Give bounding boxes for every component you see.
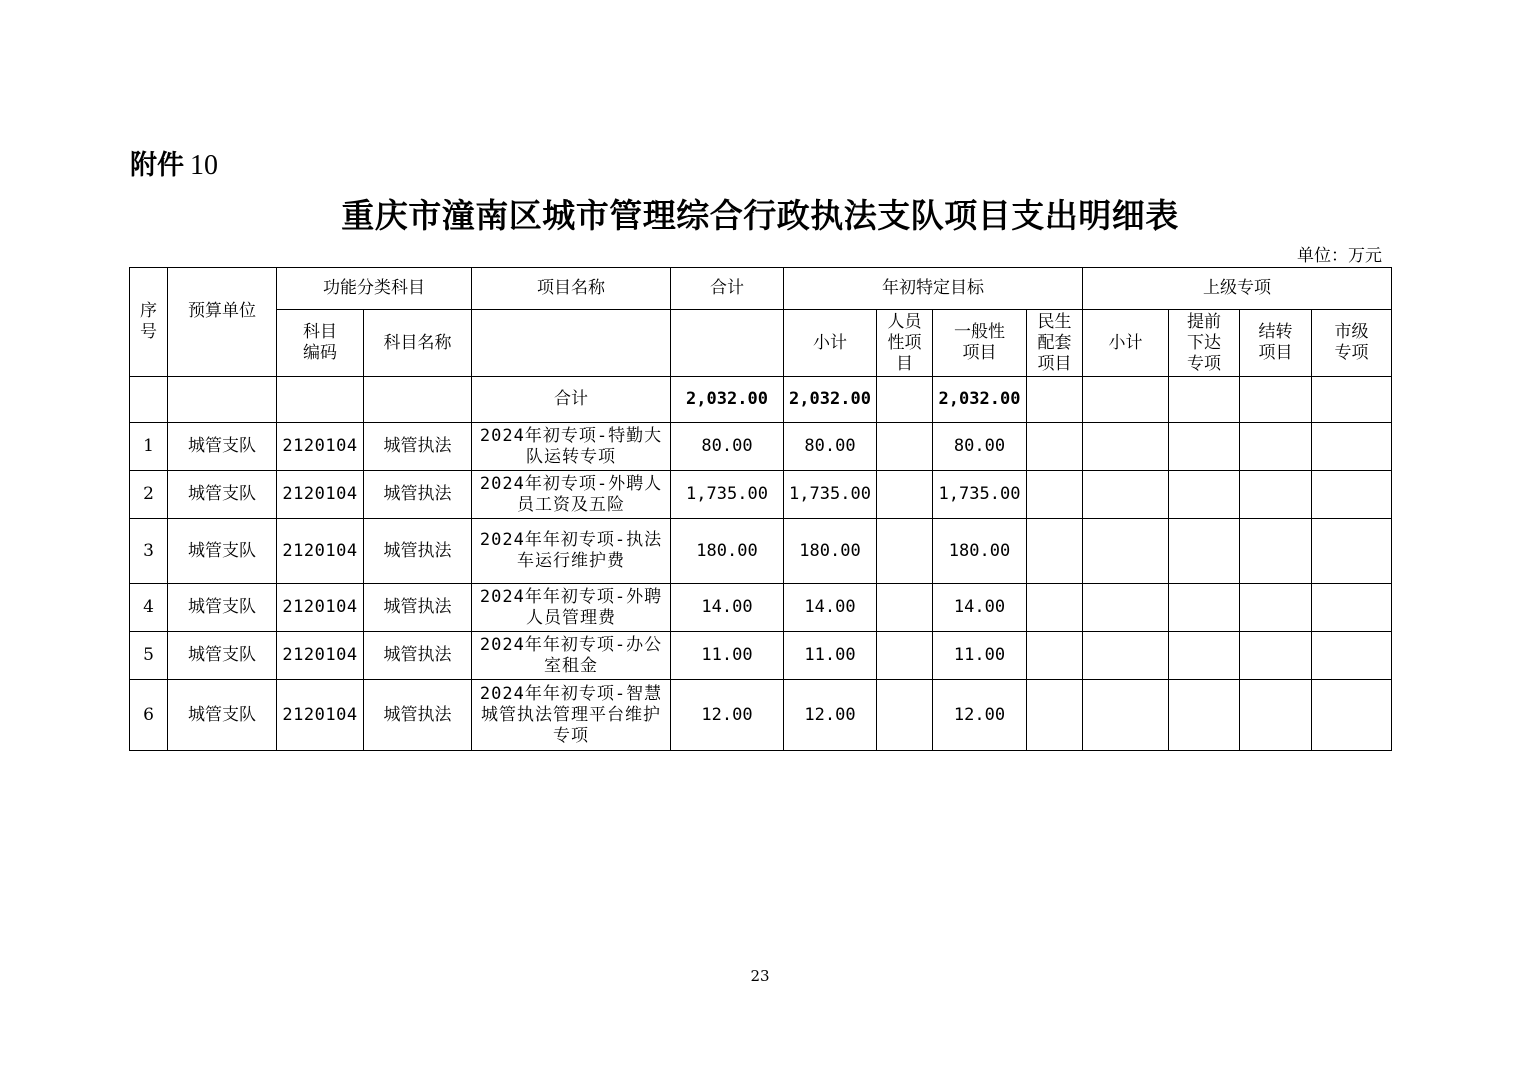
row-general: 80.00: [933, 423, 1027, 471]
row-total: 1,735.00: [671, 471, 784, 519]
header-subject-name: 科目名称: [364, 310, 472, 377]
total-general: 2,032.00: [933, 377, 1027, 423]
table-row: [130, 632, 1392, 680]
row-municipal: [1312, 584, 1392, 632]
row-subject-name: 城管执法: [364, 471, 472, 519]
row-advance: [1169, 471, 1240, 519]
header-annual-subtotal: 小计: [784, 310, 877, 377]
total-municipal-cell: [1312, 377, 1392, 423]
total-superior-subtotal-cell: [1083, 377, 1169, 423]
header-total: 合计: [671, 268, 784, 310]
header-municipal: 市级专项: [1312, 310, 1392, 377]
row-advance: [1169, 423, 1240, 471]
row-budget-unit: 城管支队: [168, 632, 277, 680]
row-superior-subtotal: [1083, 471, 1169, 519]
row-seq: 3: [130, 519, 168, 584]
row-annual-subtotal: 1,735.00: [784, 471, 877, 519]
total-subtotal: 2,032.00: [784, 377, 877, 423]
header-budget-unit: 预算单位: [168, 268, 277, 377]
total-carryover-cell: [1240, 377, 1312, 423]
row-budget-unit: 城管支队: [168, 423, 277, 471]
row-annual-subtotal: 11.00: [784, 632, 877, 680]
row-subject-name: 城管执法: [364, 632, 472, 680]
total-seq-cell: [130, 377, 168, 423]
row-project-name: 2024年年初专项-办公室租金: [472, 632, 671, 680]
header-general: 一般性项目: [933, 310, 1027, 377]
row-carryover: [1240, 471, 1312, 519]
total-label: 合计: [472, 377, 671, 423]
row-municipal: [1312, 423, 1392, 471]
row-annual-subtotal: 180.00: [784, 519, 877, 584]
row-general: 12.00: [933, 680, 1027, 751]
row-general: 11.00: [933, 632, 1027, 680]
row-livelihood: [1027, 423, 1083, 471]
header-personnel: 人员性项目: [877, 310, 933, 377]
row-subject-code: 2120104: [277, 680, 364, 751]
row-budget-unit: 城管支队: [168, 519, 277, 584]
row-carryover: [1240, 519, 1312, 584]
header-project-blank: [472, 310, 671, 377]
row-budget-unit: 城管支队: [168, 471, 277, 519]
attachment-text: 附件: [130, 150, 184, 181]
row-municipal: [1312, 680, 1392, 751]
row-municipal: [1312, 519, 1392, 584]
row-general: 1,735.00: [933, 471, 1027, 519]
header-subject-code: 科目编码: [277, 310, 364, 377]
row-subject-name: 城管执法: [364, 584, 472, 632]
total-livelihood-cell: [1027, 377, 1083, 423]
project-expenditure-table: [129, 267, 1392, 751]
row-personnel: [877, 584, 933, 632]
row-annual-subtotal: 14.00: [784, 584, 877, 632]
row-advance: [1169, 519, 1240, 584]
row-total: 12.00: [671, 680, 784, 751]
total-advance-cell: [1169, 377, 1240, 423]
row-seq: 2: [130, 471, 168, 519]
unit-label: 单位：万元: [1297, 246, 1382, 266]
row-livelihood: [1027, 471, 1083, 519]
row-subject-code: 2120104: [277, 471, 364, 519]
row-total: 14.00: [671, 584, 784, 632]
row-livelihood: [1027, 584, 1083, 632]
header-function-category: 功能分类科目: [277, 268, 472, 310]
row-project-name: 2024年初专项-外聘人员工资及五险: [472, 471, 671, 519]
table-row: [130, 471, 1392, 519]
row-budget-unit: 城管支队: [168, 584, 277, 632]
row-total: 11.00: [671, 632, 784, 680]
row-personnel: [877, 519, 933, 584]
row-personnel: [877, 632, 933, 680]
row-personnel: [877, 423, 933, 471]
document-title: 重庆市潼南区城市管理综合行政执法支队项目支出明细表: [341, 196, 1179, 235]
row-superior-subtotal: [1083, 423, 1169, 471]
table-row: [130, 519, 1392, 584]
total-personnel-cell: [877, 377, 933, 423]
page-number: 23: [750, 967, 770, 985]
row-personnel: [877, 680, 933, 751]
row-budget-unit: 城管支队: [168, 680, 277, 751]
row-carryover: [1240, 680, 1312, 751]
row-project-name: 2024年初专项-特勤大队运转专项: [472, 423, 671, 471]
total-amount: 2,032.00: [671, 377, 784, 423]
row-subject-name: 城管执法: [364, 423, 472, 471]
row-advance: [1169, 584, 1240, 632]
row-livelihood: [1027, 519, 1083, 584]
row-seq: 6: [130, 680, 168, 751]
row-subject-name: 城管执法: [364, 519, 472, 584]
row-subject-code: 2120104: [277, 632, 364, 680]
row-annual-subtotal: 12.00: [784, 680, 877, 751]
header-seq: 序号: [130, 268, 168, 377]
header-row-2: [130, 310, 1392, 377]
row-general: 14.00: [933, 584, 1027, 632]
row-seq: 1: [130, 423, 168, 471]
header-carryover: 结转项目: [1240, 310, 1312, 377]
total-unit-cell: [168, 377, 277, 423]
header-project-name: 项目名称: [472, 268, 671, 310]
attachment-label: [130, 143, 218, 182]
row-carryover: [1240, 632, 1312, 680]
header-superior: 上级专项: [1083, 268, 1392, 310]
row-project-name: 2024年年初专项-外聘人员管理费: [472, 584, 671, 632]
row-general: 180.00: [933, 519, 1027, 584]
row-superior-subtotal: [1083, 519, 1169, 584]
header-total-blank: [671, 310, 784, 377]
total-code-cell: [277, 377, 364, 423]
header-advance: 提前下达专项: [1169, 310, 1240, 377]
row-livelihood: [1027, 632, 1083, 680]
row-superior-subtotal: [1083, 632, 1169, 680]
row-personnel: [877, 471, 933, 519]
attachment-number: 10: [190, 150, 218, 181]
table-row: [130, 584, 1392, 632]
table-row: [130, 423, 1392, 471]
row-livelihood: [1027, 680, 1083, 751]
row-total: 180.00: [671, 519, 784, 584]
row-municipal: [1312, 632, 1392, 680]
row-carryover: [1240, 423, 1312, 471]
total-row: [130, 377, 1392, 423]
row-seq: 4: [130, 584, 168, 632]
table-row: [130, 680, 1392, 751]
row-subject-code: 2120104: [277, 584, 364, 632]
row-subject-name: 城管执法: [364, 680, 472, 751]
row-municipal: [1312, 471, 1392, 519]
row-project-name: 2024年年初专项-智慧城管执法管理平台维护专项: [472, 680, 671, 751]
row-superior-subtotal: [1083, 680, 1169, 751]
header-livelihood: 民生配套项目: [1027, 310, 1083, 377]
row-subject-code: 2120104: [277, 423, 364, 471]
row-advance: [1169, 632, 1240, 680]
row-annual-subtotal: 80.00: [784, 423, 877, 471]
row-subject-code: 2120104: [277, 519, 364, 584]
row-carryover: [1240, 584, 1312, 632]
row-advance: [1169, 680, 1240, 751]
header-superior-subtotal: 小计: [1083, 310, 1169, 377]
header-annual-target: 年初特定目标: [784, 268, 1083, 310]
row-superior-subtotal: [1083, 584, 1169, 632]
row-project-name: 2024年年初专项-执法车运行维护费: [472, 519, 671, 584]
row-seq: 5: [130, 632, 168, 680]
header-row-1: [130, 268, 1392, 310]
row-total: 80.00: [671, 423, 784, 471]
total-subject-cell: [364, 377, 472, 423]
